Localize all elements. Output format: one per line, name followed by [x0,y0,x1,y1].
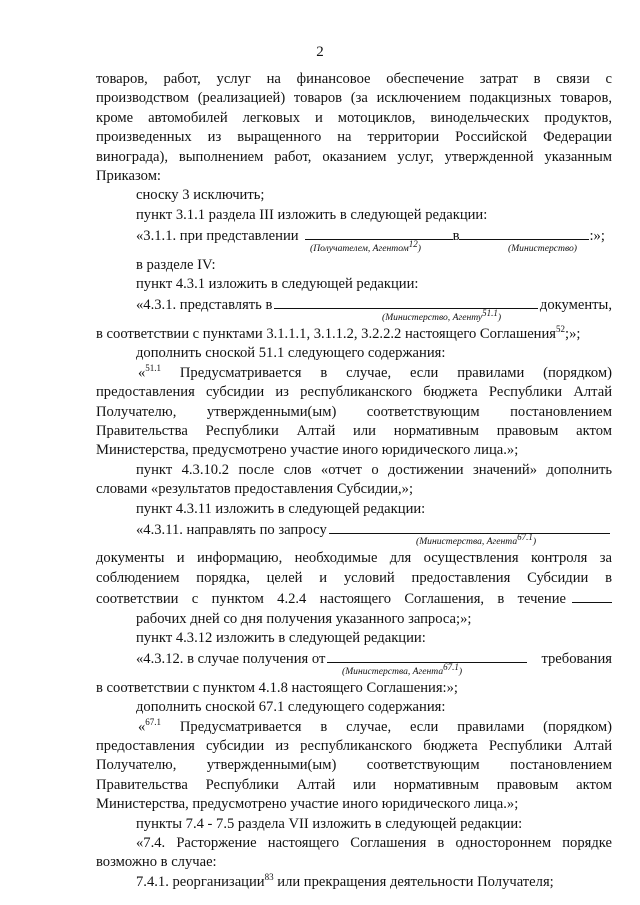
text-fragment: «4.3.12. в случае получения от [136,651,326,668]
text-fragment: в [452,228,460,245]
text-line: рабочих дней со дня получения указанного запроса;»; [136,610,472,627]
text-line: пункт 4.3.12 изложить в следующей редакции: [136,629,426,646]
caption-text: (Получателем, Агентом$^{12}$) [310,238,421,254]
text-line: соответствии с пунктом 4.2.4 настоящего Соглашения, в течение [96,588,612,609]
document-body [96,70,612,892]
field-caption [96,532,612,549]
text-line: пункт 3.1.1 раздела III изложить в следующей редакции: [136,206,488,223]
text-line: 7.4.1. реорганизации$^{83}$ или прекращения деятельности Получателя; [136,871,554,890]
text-line: в соответствии с пунктами 3.1.1.1, 3.1.1.2, 3.2.2.2 настоящего Соглашения$^{52}$;»; [96,324,581,342]
text-line: предоставления субсидии из республиканского бюджета Республики Алтай [96,738,612,754]
text-line: произведенных из выращенного на территории Российской Федерации [96,129,612,146]
text-fragment: «4.3.1. представлять в [136,297,273,314]
text-fragment: «3.1.1. при представлении [136,228,299,245]
text-line: кроме автомобилей легковых и мотоциклов, винодельческих продуктов, [96,109,612,126]
text-fragment: документы, [539,297,612,314]
text-line: товаров, работ, услуг на финансовое обеспечение затрат в связи с [96,71,612,87]
field-caption [96,661,612,679]
blank-field [305,225,453,240]
blank-field [327,648,527,663]
text-fragment: :»; [589,228,605,245]
text-line: дополнить сноской 67.1 следующего содержания: [136,699,446,716]
field-caption [96,307,612,325]
blank-field [572,588,612,603]
text-line: Правительства Республики Алтай или нормативным правовым актом [96,422,612,439]
text-fragment: требования [541,651,612,668]
text-line: «$^{51.1}$ Предусматривается в случае, если правилами (порядком) [138,362,612,381]
blank-field [459,225,589,240]
text-line: словами «результатов предоставления Субсидии,»; [96,481,414,498]
text-line: Приказом: [96,168,161,185]
caption-text: (Министерства, Агента$^{67.1}$) [416,532,537,548]
text-line: пункт 4.3.11 изложить в следующей редакции: [136,500,426,517]
text-line: соблюдением порядка, целей и условий предоставления Субсидии в [96,569,612,586]
text-line: пункты 7.4 - 7.5 раздела VII изложить в следующей редакции: [136,815,523,832]
text-line: пункт 4.3.1 изложить в следующей редакции: [136,276,419,293]
text-fragment: «4.3.11. направлять по запросу [136,521,327,538]
text-line: производством (реализацией) товаров (за исключением подакцизных товаров, [96,90,612,107]
text-line: Министерства, предусмотрено участие иного юридического лица.»; [96,796,519,813]
text-line: в разделе IV: [136,256,216,273]
caption-text: (Министерства, Агента$^{67.1}$) [342,661,463,677]
blank-field [274,294,538,309]
text-line: сноску 3 исключить; [136,187,265,204]
text-line: документы и информацию, необходимые для осуществления контроля за [96,550,612,567]
text-line: «7.4. Расторжение настоящего Соглашения в одностороннем порядке [136,835,612,852]
text-line: «$^{67.1}$ Предусматривается в случае, если правилами (порядком) [138,716,612,735]
text-line: предоставления субсидии из республиканского бюджета Республики Алтай [96,384,612,401]
text-line: Правительства Республики Алтай или нормативным правовым актом [96,776,612,793]
field-caption [96,238,612,256]
text-line: в соответствии с пунктом 4.1.8 настоящего Соглашения:»; [96,679,458,696]
text-line: винограда), выполнением работ, оказанием услуг, утвержденной указанным [96,148,612,165]
text-line: возможно в случае: [96,854,217,871]
caption-text: (Министерство, Агенту$^{51.1}$) [382,307,502,324]
page-number: 2 [316,44,324,60]
text-line: Получателю, утвержденными(ым) соответствующим постановлением [96,757,612,774]
text-line: Получателю, утвержденными(ым) соответствующим постановлением [96,403,612,420]
text-line: пункт 4.3.10.2 после слов «отчет о достижении значений» дополнить [136,461,612,478]
caption-text: (Министерство) [508,242,577,254]
text-line: Министерства, предусмотрено участие иного юридического лица.»; [96,442,519,459]
text-line: дополнить сноской 51.1 следующего содержания: [136,345,446,362]
blank-field [329,519,610,534]
